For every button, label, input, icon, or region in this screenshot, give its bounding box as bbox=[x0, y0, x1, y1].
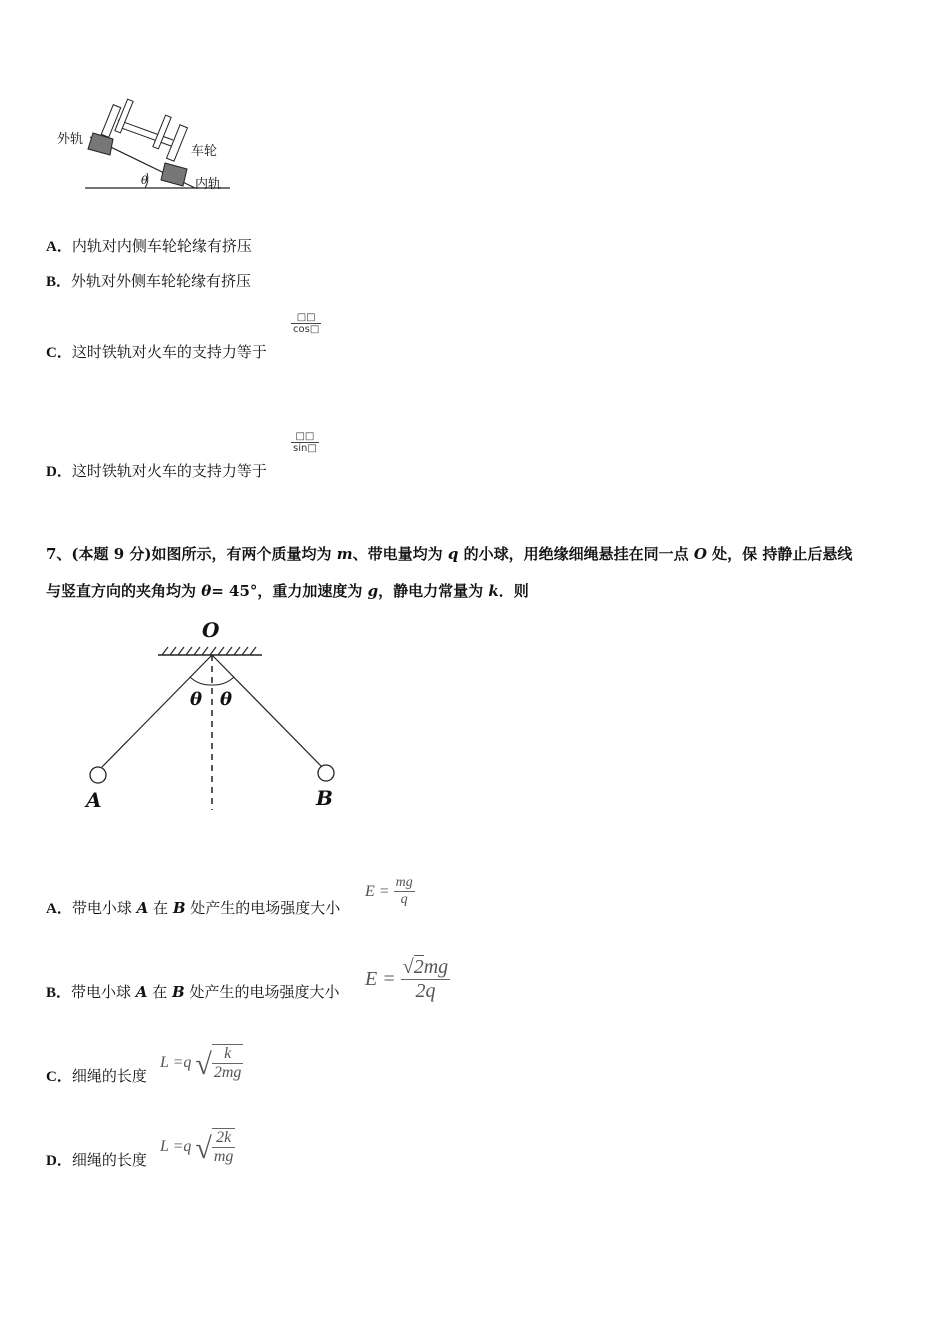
text-part: 带电小球 bbox=[71, 899, 137, 917]
q6-option-d bbox=[46, 461, 267, 482]
option-letter: A． bbox=[46, 239, 72, 255]
q6-c-formula bbox=[291, 312, 321, 335]
inner-rail-label: 内轨 bbox=[195, 177, 222, 192]
q7-option-b bbox=[46, 982, 339, 1003]
formula-denominator: cos□ bbox=[293, 324, 320, 335]
option-letter: B． bbox=[46, 274, 72, 290]
option-text: 细绳的长度 bbox=[71, 1151, 147, 1169]
formula-lhs: L =q bbox=[160, 1138, 192, 1155]
formula-denominator: mg bbox=[213, 1148, 234, 1165]
q7-stem-line2 bbox=[46, 581, 529, 601]
option-text: 这时铁轨对火车的支持力等于 bbox=[71, 343, 267, 361]
radicand: 2 bbox=[413, 956, 424, 978]
var-q: q bbox=[447, 545, 459, 563]
formula-numerator: mg bbox=[395, 875, 413, 890]
point-o-label: O bbox=[202, 618, 220, 642]
text-part: = 45°，重力加速度为 bbox=[211, 582, 368, 600]
q7-option-a bbox=[46, 898, 340, 919]
formula-lhs: E = bbox=[365, 968, 396, 990]
banked-rail-figure bbox=[55, 95, 245, 200]
q6-option-c bbox=[46, 342, 267, 363]
theta-right-label: θ bbox=[220, 689, 233, 710]
text-part: 带电小球 bbox=[71, 983, 136, 1001]
option-text: 外轨对外侧车轮轮缘有挤压 bbox=[71, 272, 252, 290]
text-part: ，静电力常量为 bbox=[378, 582, 489, 600]
text-part: ．则 bbox=[498, 582, 529, 600]
text-part: 、带电量均为 bbox=[352, 545, 448, 563]
numerator-rest: mg bbox=[423, 956, 449, 978]
var-b: B bbox=[172, 899, 186, 917]
q7-option-d bbox=[46, 1150, 147, 1171]
var-b: B bbox=[171, 983, 185, 1001]
formula-denominator: 2q bbox=[401, 979, 450, 1003]
q6-option-a bbox=[46, 236, 252, 257]
var-a: A bbox=[136, 899, 149, 917]
text-part: 的小球，用绝缘细绳悬挂在同一点 bbox=[458, 545, 694, 563]
formula-denominator: 2mg bbox=[213, 1064, 242, 1081]
q7-stem-line1 bbox=[46, 544, 852, 564]
q7-a-formula bbox=[365, 875, 415, 908]
q6-d-formula bbox=[291, 431, 319, 454]
q7-d-formula: L =q √ $\frac{2k}{mg}$ bbox=[160, 1129, 234, 1165]
option-letter: C． bbox=[46, 345, 72, 361]
text-part: 在 bbox=[148, 899, 173, 917]
hanging-balls-figure bbox=[80, 615, 360, 815]
var-o: O bbox=[693, 545, 707, 563]
theta-label: θ bbox=[141, 174, 148, 187]
formula-denominator: sin□ bbox=[293, 443, 317, 454]
option-letter: D． bbox=[46, 1153, 72, 1169]
option-letter: D． bbox=[46, 464, 72, 480]
option-letter: B． bbox=[46, 985, 72, 1001]
formula-denominator: q bbox=[394, 891, 415, 908]
var-theta: θ bbox=[201, 582, 212, 600]
formula-lhs: L =q bbox=[160, 1054, 192, 1071]
text-part: 7、(本题 9 分)如图所示，有两个质量均为 bbox=[46, 545, 337, 563]
text-part: 处产生的电场强度大小 bbox=[184, 983, 340, 1001]
formula-numerator: k bbox=[224, 1045, 232, 1062]
var-a: A bbox=[135, 983, 148, 1001]
formula-numerator: 2k bbox=[216, 1129, 232, 1146]
text-part: 在 bbox=[147, 983, 172, 1001]
var-g: g bbox=[367, 582, 379, 600]
var-m: m bbox=[336, 545, 353, 563]
ball-a-label: A bbox=[86, 788, 102, 812]
text-part: 与竖直方向的夹角均为 bbox=[46, 582, 202, 600]
theta-left-label: θ bbox=[190, 689, 203, 710]
q7-option-c bbox=[46, 1066, 147, 1087]
formula-numerator: □□ bbox=[295, 431, 315, 442]
formula-lhs: E = bbox=[365, 882, 390, 900]
q6-option-b bbox=[46, 271, 251, 292]
option-letter: A． bbox=[46, 901, 72, 917]
outer-rail-label: 外轨 bbox=[57, 132, 84, 147]
var-k: k bbox=[488, 582, 499, 600]
text-part: 处，保 持静止后悬线 bbox=[706, 545, 853, 563]
formula-numerator: √2mg bbox=[402, 956, 449, 978]
option-text: 内轨对内侧车轮轮缘有挤压 bbox=[71, 237, 252, 255]
q7-c-formula: L =q √ $\frac{k}{2mg}$ bbox=[160, 1045, 242, 1081]
text-part: 处产生的电场强度大小 bbox=[185, 899, 341, 917]
formula-numerator: □□ bbox=[296, 312, 316, 323]
q7-b-formula bbox=[365, 956, 450, 1003]
wheel-label: 车轮 bbox=[191, 144, 218, 159]
option-text: 细绳的长度 bbox=[71, 1067, 147, 1085]
option-text: 这时铁轨对火车的支持力等于 bbox=[71, 462, 267, 480]
option-letter: C． bbox=[46, 1069, 72, 1085]
ball-b-label: B bbox=[316, 786, 333, 810]
